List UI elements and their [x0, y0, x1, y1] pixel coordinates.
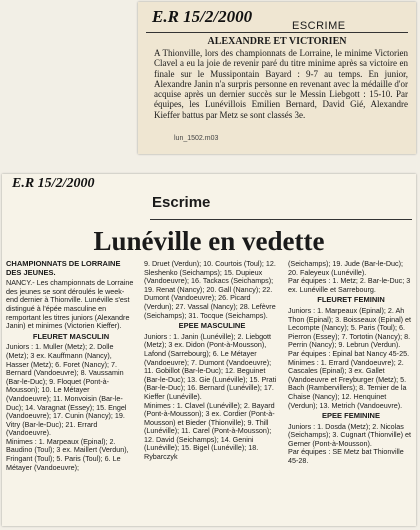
- handwritten-date: E.R 15/2/2000: [152, 7, 253, 26]
- results-minimes: Minimes : 1. Errard (Vandoeuvre); 2. Cascales (Epinal); 3 ex. Gallet (Vandoeuvre et Freyburger (Metz); 5. Bach (Rambervillers); 8. Ternier de la Chaise (Nancy); 12. Henquinet (Verdun); 13. Metrich (Vandoeuvre).: [288, 357, 407, 410]
- article-title: Lunéville en vedette: [93, 226, 325, 256]
- results-juniors: Juniors : 1. Dosda (Metz); 2. Nicolas (Seichamps); 3. Cugnart (Thionville) et Gerner (Pont-à-Mousson).: [288, 421, 412, 448]
- intro-text: NANCY.- Les championnats de Lorraine des jeunes se sont déroulés le week-end dernier à Thionville. Lunéville s'est distingué à l'épée masculine en remportant les titres juniors (Alexandre Janin) et minimes (Victorien Kieffer).: [6, 278, 134, 331]
- file-caption: lun_1502.m03: [174, 135, 219, 142]
- column-heading: CHAMPIONNATS DE LORRAINE DES JEUNES.: [6, 259, 121, 277]
- results-column-3: [288, 260, 414, 466]
- subheading-epee-masculine: EPEE MASCULINE: [178, 321, 246, 331]
- section-label: ESCRIME: [292, 20, 346, 32]
- subheading-epee-feminine: EPEE FEMININE: [322, 411, 380, 421]
- divider: [150, 219, 412, 220]
- subheading-fleuret-masculin: FLEURET MASCULIN: [32, 331, 110, 341]
- handwritten-date: E.R 15/2/2000: [12, 176, 95, 191]
- results-juniors: Juniors : 1. Marpeaux (Epinal); 2. Ah Thon (Epinal); 3. Boisseaux (Epinal) et Lecompte (Nancy); 5. Paris (Toul); 6. Pierron (Essey); 7. Tortotin (Nancy); 8. Perrin (Nancy); 9. Lebrun (Verdun).: [288, 305, 412, 350]
- results-equipes: Par équipes : 1. Metz; 2. Bar-le-Duc; 3 ex. Lunéville et Sarrebourg.: [288, 276, 411, 294]
- section-label: Escrime: [152, 194, 211, 211]
- subheading-fleuret-feminin: FLEURET FEMININ: [317, 295, 385, 305]
- results-juniors: Juniors : 1. Muller (Metz); 2. Dolle (Metz); 3 ex. Kauffmann (Nancy), Hasser (Metz); 6. Foret (Nancy); 7. Bernard (Vandoeuvre); 8. Vaussamin (Bar-le-Duc); 9. Floquet (Pont-à-Mousson); 10. Le Métayer (Vandoeuvre); 11. Monvoisin (Bar-le-Duc); 14. Varagnat (Essey); 15. Engel (Vandoeuvre); 17. Cunin (Nancy); 19. Vitry (Bar-le-Duc); 21. Errard (Vandoeuvre).: [6, 342, 127, 438]
- results-continued: 9. Druet (Verdun); 10. Courtois (Toul); 12. Sleshenko (Seichamps); 15. Dupieux (Vandoeuvre); 16. Tackacs (Seichamps); 19. Renat (Nancy); 20. Gall (Nancy); 22. Dumont (Vandoeuvre); 26. Picard (Verdun); 27. Vassal (Nancy); 28. Lefèvre (Seichamps); 31. Tocque (Seichamps).: [144, 259, 276, 320]
- article-clipping-alexandre: [138, 2, 416, 154]
- results-equipes: Par équipes : Epinal bat Nancy 45-25.: [288, 348, 410, 358]
- results-continued: (Seichamps); 19. Jude (Bar-le-Duc); 20. Faleyeux (Lunéville).: [288, 259, 404, 277]
- divider: [146, 32, 408, 33]
- results-column-1: [6, 258, 136, 472]
- article-body: A Thionville, lors des championnats de Lorraine, le minime Victorien Clavel a eu la joie de revenir paré du titre minime après sa victoire en finale sur le Mussipontain Bayard : 9-7 au temps. En junior, Alexandre Janin n'a surpris personne en revenant avec la médaille d'or acquise après un dernier succès sur le Messin Liebgott : 15-10. Par équipes, les Lunévillois Emilien Bernard, David Gié, Alexandre Kieffer battus par Metz se sont classés 3e.: [154, 48, 408, 120]
- results-column-2: [144, 260, 280, 462]
- results-equipes: Par équipes : SE Metz bat Thionville 45-28.: [288, 447, 404, 466]
- results-minimes: Minimes : 1. Marpeaux (Epinal); 2. Baudino (Toul); 3 ex. Maillert (Verdun), Fringant (Toul); 5. Paris (Toul); 6. Le Métayer (Vandoeuvre);: [6, 436, 129, 472]
- results-minimes: Minimes : 1. Clavel (Lunéville); 2. Bayard (Pont-à-Mousson); 3 ex. Cordier (Pont-à-Mousson) et Bieder (Thionville); 9. Thill (Lunéville); 11. Carel (Pont-à-Mousson); 12. David (Seichamps); 14. Genini (Lunéville); 15. Bigel (Lunéville); 18. Rybarczyk: [144, 400, 275, 462]
- results-juniors: Juniors : 1. Janin (Lunéville); 2. Liebgott (Metz); 3 ex. Didon (Pont-à-Mousson), Lafond (Sarrebourg); 6. Le Métayer (Vandoeuvre); 7. Dumont (Vandoeuvre); 11. Gobillot (Bar-le-Duc); 12. Beguinet (Bar-le-Duc); 13. Gie (Lunéville); 15. Prati (Bar-le-Duc); 16. Bernard (Lunéville); 17. Kieffer (Lunéville).: [144, 331, 277, 401]
- article-clipping-luneville: [2, 174, 416, 526]
- article-title: ALEXANDRE ET VICTORIEN: [207, 36, 347, 47]
